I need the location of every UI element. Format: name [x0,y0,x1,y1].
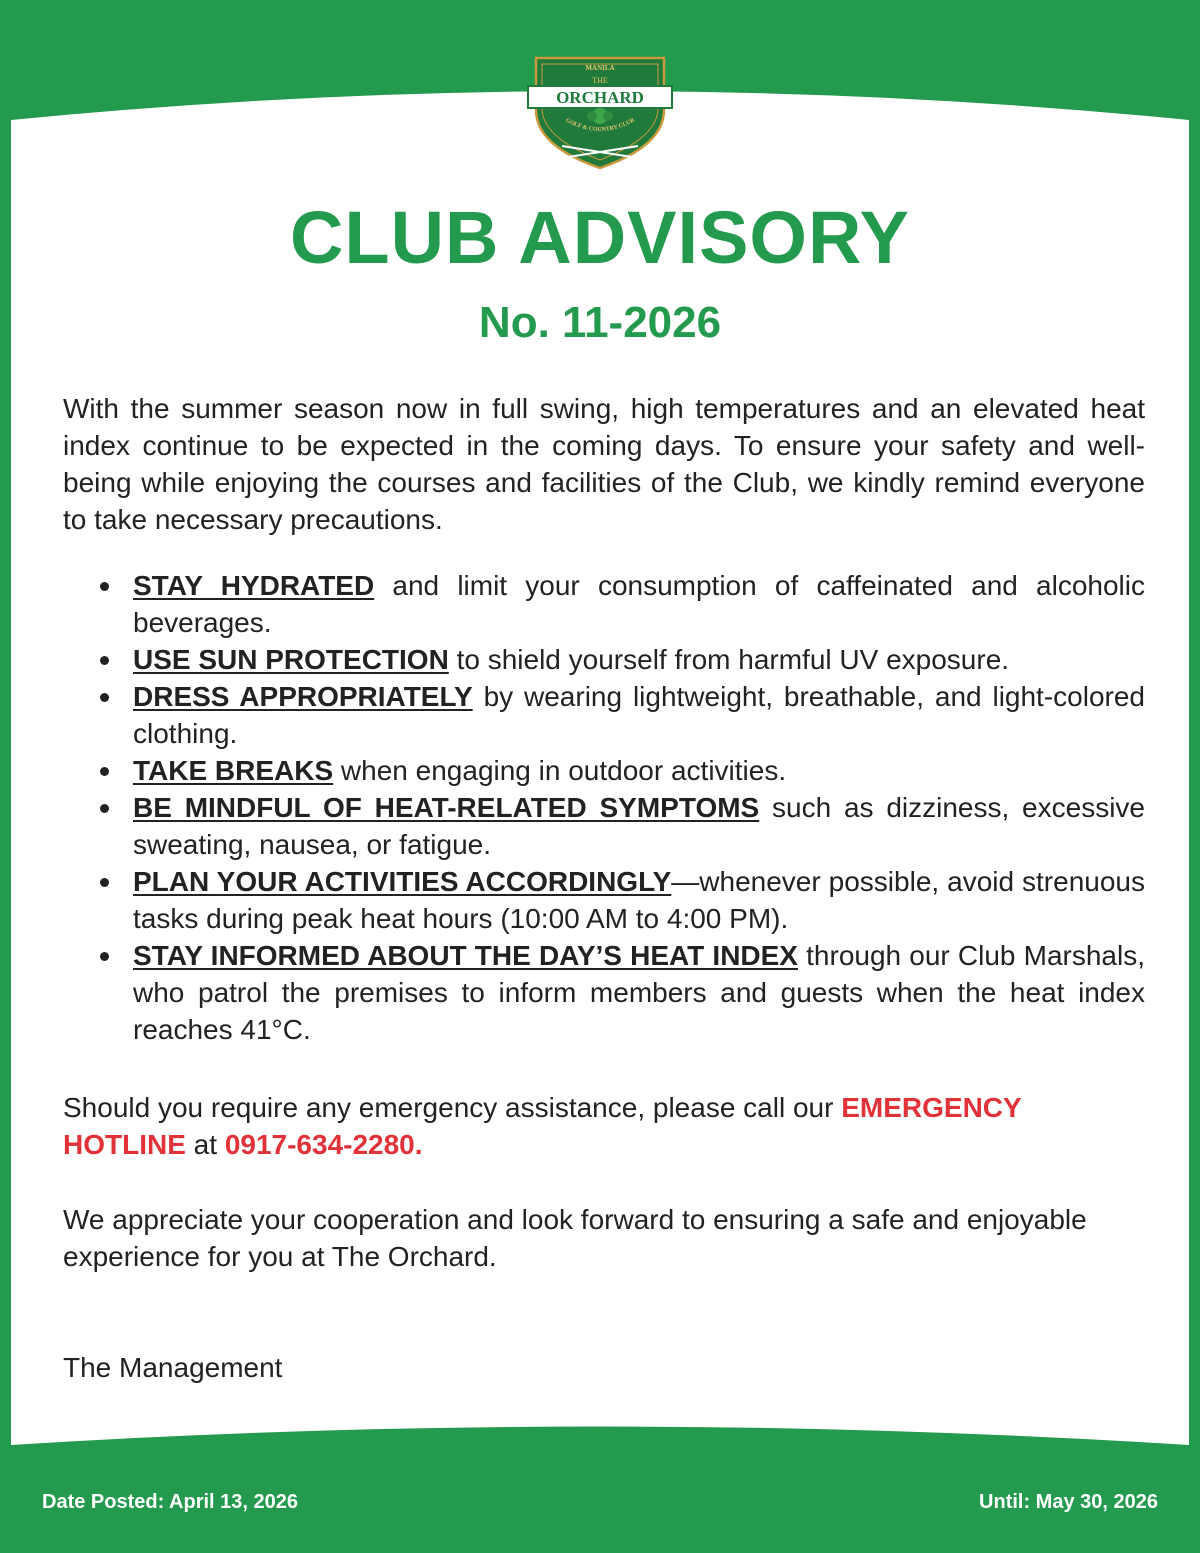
precaution-text: such as dizziness, excessive sweating, nausea, or fatigue. [133,792,1145,860]
precaution-heading: PLAN YOUR ACTIVITIES ACCORDINGLY [133,866,672,897]
emergency-phone-link[interactable]: 0917-634-2280. [224,1129,423,1160]
emergency-lead: Should you require any emergency assistance, please call our [63,1092,842,1123]
precaution-text: to shield yourself from harmful UV exposure. [448,644,1010,675]
precaution-heading: STAY HYDRATED [133,570,375,601]
signoff: The Management [63,1352,283,1383]
precaution-item [100,752,1145,789]
advisory-title: CLUB ADVISORY [289,196,911,279]
precaution-item [100,937,1145,1048]
precaution-text: and limit your consumption of caffeinated and alcoholic beverages. [133,570,1145,638]
svg-text:GOLF & COUNTRY CLUB: GOLF & COUNTRY CLUB [564,117,636,134]
precautions-list [100,567,1145,1048]
precaution-item [100,863,1145,937]
closing-paragraph: We appreciate your cooperation and look forward to ensuring a safe and enjoyable experience for you at The Orchard. [63,1204,1087,1272]
precaution-heading: USE SUN PROTECTION [133,644,449,675]
club-crest-icon [522,50,678,170]
valid-until: Until: May 30, 2026 [979,1491,1158,1513]
precaution-heading: STAY INFORMED ABOUT THE DAY’S HEAT INDEX [133,940,798,971]
precaution-heading: DRESS APPROPRIATELY [133,681,473,712]
precaution-text: —whenever possible, avoid strenuous tasks during peak heat hours (10:00 AM to 4:00 PM). [133,866,1145,934]
advisory-number: No. 11-2026 [478,298,722,347]
precaution-item [100,678,1145,752]
emergency-paragraph [63,1089,1145,1163]
precaution-heading: TAKE BREAKS [133,755,334,786]
precaution-text: through our Club Marshals, who patrol the premises to inform members and guests when the heat index reaches 41°C. [133,940,1145,1045]
date-posted: Date Posted: April 13, 2026 [42,1491,299,1513]
svg-text:THE: THE [592,76,608,85]
precaution-item [100,567,1145,641]
precaution-text: when engaging in outdoor activities. [333,755,787,786]
emergency-hotline-label: EMERGENCY HOTLINE [63,1092,1022,1160]
svg-text:MANILA: MANILA [585,64,615,72]
precaution-text: by wearing lightweight, breathable, and light-colored clothing. [133,681,1145,749]
precaution-item [100,641,1145,678]
precaution-heading: BE MINDFUL OF HEAT-RELATED SYMPTOMS [133,792,760,823]
emergency-mid: at [185,1129,225,1160]
intro-paragraph: With the summer season now in full swing, high temperatures and an elevated heat index continue to be expected in the coming days. To ensure your safety and well-being while enjoying the courses and facilities of the Club, we kindly remind everyone to take necessary precautions. [63,393,1145,535]
precaution-item [100,789,1145,863]
svg-text:ORCHARD: ORCHARD [556,88,644,107]
